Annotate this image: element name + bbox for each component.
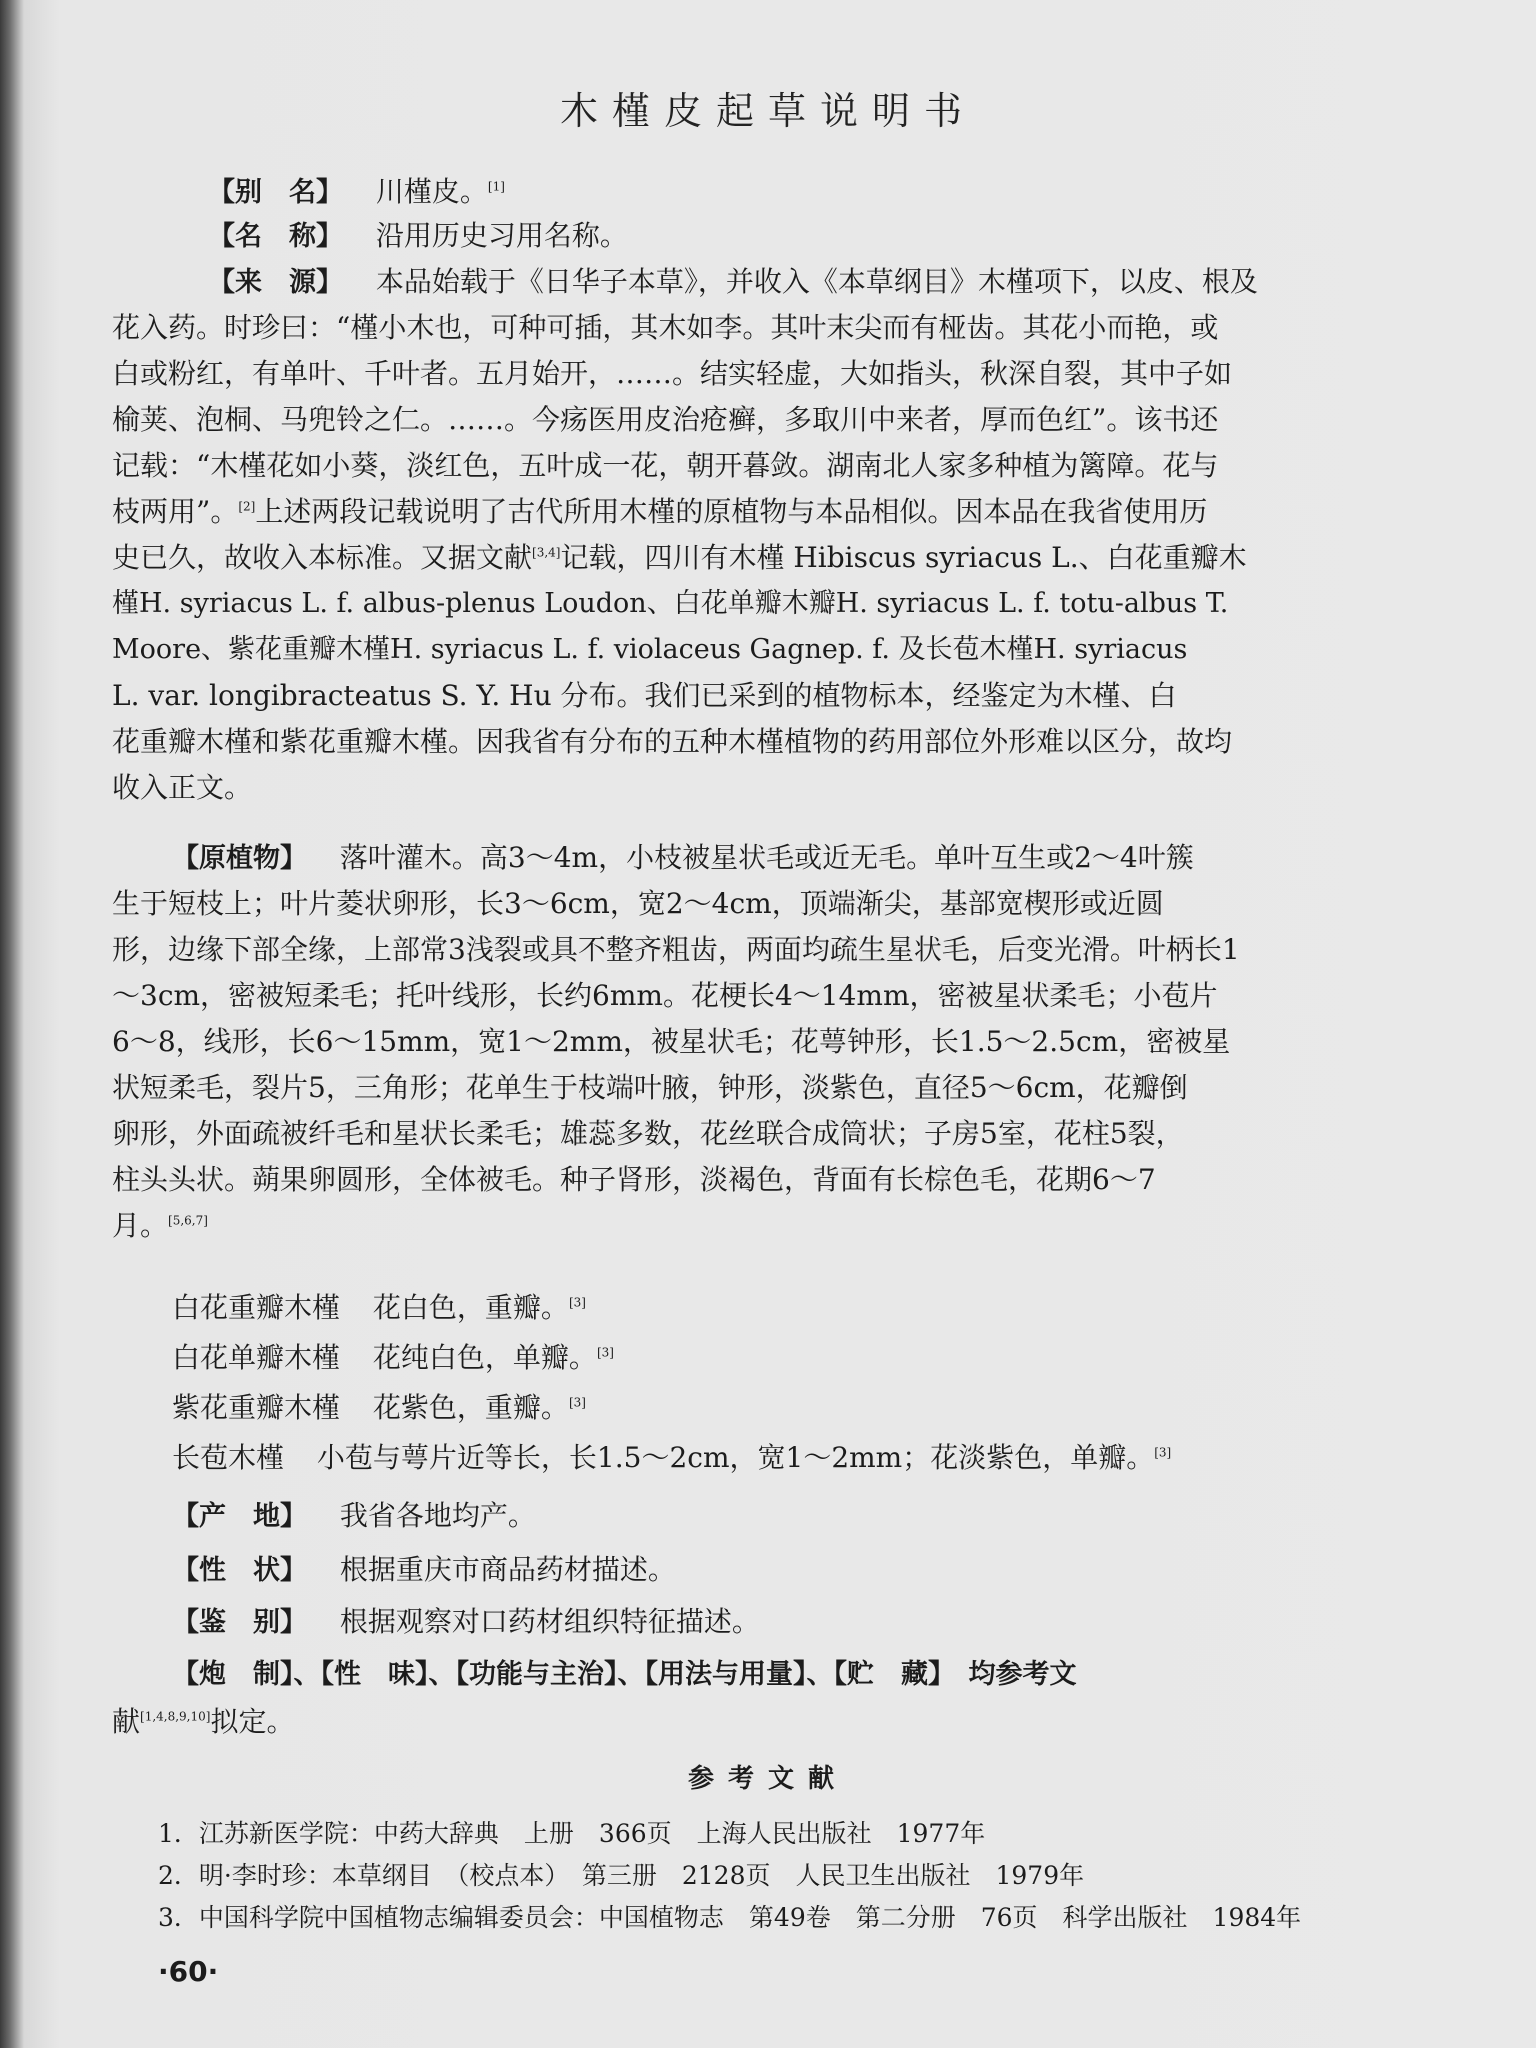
alias-row bbox=[208, 170, 505, 215]
variety-name: 紫花重瓣木槿 bbox=[172, 1391, 341, 1424]
plant-line: ～3cm，密被短柔毛；托叶线形，长约6mm。花梗长4～14mm，密被星状柔毛；小苞片 bbox=[112, 979, 1218, 1012]
variety-ref: [3] bbox=[1154, 1445, 1172, 1460]
source-line: 白或粉红，有单叶、千叶者。五月始开，……。结实轻虚，大如指头，秋深自裂，其中子如 bbox=[112, 357, 1233, 390]
processing-text: 拟定。 bbox=[210, 1705, 295, 1738]
name-row bbox=[208, 214, 628, 259]
plant-ref: [5,6,7] bbox=[168, 1213, 208, 1228]
source-row bbox=[208, 260, 1258, 305]
processing-row bbox=[172, 1652, 1077, 1697]
source-line: 槿H. syriacus L. f. albus-plenus Loudon、白花单瓣木瓣H. syriacus L. f. totu-albus T. bbox=[112, 588, 1229, 619]
plant-line: 状短柔毛，裂片5，三角形；花单生于枝端叶腋，钟形，淡紫色，直径5～6cm，花瓣倒 bbox=[112, 1071, 1188, 1104]
identify-row bbox=[172, 1600, 760, 1645]
plant-line: 生于短枝上；叶片菱状卵形，长3～6cm，宽2～4cm，顶端渐尖，基部宽楔形或近圆 bbox=[112, 887, 1164, 920]
variety-ref: [3] bbox=[568, 1395, 586, 1410]
alias-ref: [1] bbox=[487, 179, 505, 194]
origin-label: 【产 地】 bbox=[172, 1501, 307, 1532]
variety-row bbox=[172, 1286, 586, 1330]
plant-line: 柱头头状。蒴果卵圆形，全体被毛。种子肾形，淡褐色，背面有长棕色毛，花期6～7 bbox=[112, 1163, 1156, 1196]
variety-desc: 花白色，重瓣。 bbox=[372, 1291, 569, 1324]
traits-text: 根据重庆市商品药材描述。 bbox=[339, 1553, 676, 1586]
variety-name: 白花单瓣木槿 bbox=[172, 1341, 341, 1374]
processing-label: 【炮 制】、【性 味】、【功能与主治】、【用法与用量】、【贮 藏】 均参考文 bbox=[172, 1659, 1077, 1690]
variety-desc: 花紫色，重瓣。 bbox=[372, 1391, 569, 1424]
variety-ref: [3] bbox=[568, 1295, 586, 1310]
plant-line: 形，边缘下部全缘，上部常3浅裂或具不整齐粗齿，两面均疏生星状毛，后变光滑。叶柄长1 bbox=[112, 933, 1240, 966]
variety-name: 长苞木槿 bbox=[172, 1441, 285, 1474]
source-line: 史已久，故收入本标准。又据文献 bbox=[112, 541, 533, 574]
variety-row bbox=[172, 1436, 1171, 1480]
source-ref: [3,4] bbox=[532, 545, 561, 560]
source-ref: [2] bbox=[238, 499, 256, 514]
references-title: 参考文献 bbox=[687, 1764, 848, 1794]
identify-text: 根据观察对口药材组织特征描述。 bbox=[339, 1605, 760, 1638]
source-line: Moore、紫花重瓣木槿H. syriacus L. f. violaceus Gagnep. f. 及长苞木槿H. syriacus bbox=[112, 634, 1188, 665]
reference-item: 1．江苏新医学院：中药大辞典 上册 366页 上海人民出版社 1977年 bbox=[158, 1819, 986, 1848]
processing-text: 献 bbox=[112, 1705, 141, 1738]
name-text: 沿用历史习用名称。 bbox=[375, 219, 628, 252]
plant-line: 落叶灌木。高3～4m，小枝被星状毛或近无毛。单叶互生或2～4叶簇 bbox=[339, 841, 1194, 874]
variety-name: 白花重瓣木槿 bbox=[172, 1291, 341, 1324]
page-number: ·60· bbox=[158, 1955, 219, 1988]
reference-item: 3．中国科学院中国植物志编辑委员会：中国植物志 第49卷 第二分册 76页 科学出版社 1984年 bbox=[158, 1903, 1302, 1932]
source-label: 【来 源】 bbox=[208, 267, 343, 298]
source-line: 记载，四川有木槿 Hibiscus syriacus L.、白花重瓣木 bbox=[560, 541, 1247, 574]
variety-desc: 花纯白色，单瓣。 bbox=[372, 1341, 597, 1374]
plant-line: 6～8，线形，长6～15mm，宽1～2mm，被星状毛；花萼钟形，长1.5～2.5cm，密被星 bbox=[112, 1025, 1231, 1058]
source-line: L. var. longibracteatus S. Y. Hu 分布。我们已采到的植物标本，经鉴定为木槿、白 bbox=[112, 679, 1177, 712]
processing-row bbox=[112, 1700, 294, 1744]
traits-label: 【性 状】 bbox=[172, 1555, 307, 1586]
identify-label: 【鉴 别】 bbox=[172, 1607, 307, 1638]
reference-item: 2．明·李时珍：本草纲目 （校点本） 第三册 2128页 人民卫生出版社 1979年 bbox=[158, 1861, 1085, 1890]
source-line: 上述两段记载说明了古代所用木槿的原植物与本品相似。因本品在我省使用历 bbox=[255, 495, 1208, 528]
name-label: 【名 称】 bbox=[208, 221, 343, 252]
source-line bbox=[112, 536, 1247, 580]
source-line: 枝两用”。 bbox=[112, 495, 239, 528]
origin-text: 我省各地均产。 bbox=[339, 1499, 536, 1532]
source-line: 花入药。时珍曰：“槿小木也，可种可插，其木如李。其叶末尖而有桠齿。其花小而艳，或 bbox=[112, 311, 1219, 344]
plant-line bbox=[112, 1204, 208, 1248]
source-line: 榆荚、泡桐、马兜铃之仁。……。今疡医用皮治疮癣，多取川中来者，厚而色红”。该书还 bbox=[112, 403, 1219, 436]
source-line: 收入正文。 bbox=[112, 771, 253, 804]
processing-ref: [1,4,8,9,10] bbox=[140, 1709, 211, 1724]
variety-desc: 小苞与萼片近等长，长1.5～2cm，宽1～2mm；花淡紫色，单瓣。 bbox=[316, 1441, 1155, 1474]
plant-row bbox=[172, 836, 1194, 881]
source-line: 记载：“木槿花如小葵，淡红色，五叶成一花，朝开暮敛。湖南北人家多种植为篱障。花与 bbox=[112, 449, 1219, 482]
variety-row bbox=[172, 1386, 586, 1430]
alias-label: 【别 名】 bbox=[208, 177, 343, 208]
plant-label: 【原植物】 bbox=[172, 843, 307, 874]
variety-ref: [3] bbox=[596, 1345, 614, 1360]
source-line bbox=[112, 490, 1207, 534]
page-title: 木槿皮起草说明书 bbox=[559, 89, 976, 133]
source-line: 花重瓣木槿和紫花重瓣木槿。因我省有分布的五种木槿植物的药用部位外形难以区分，故均 bbox=[112, 725, 1233, 758]
variety-row bbox=[172, 1336, 614, 1380]
plant-line: 卵形，外面疏被纤毛和星状长柔毛；雄蕊多数，花丝联合成筒状；子房5室，花柱5裂， bbox=[112, 1117, 1184, 1150]
origin-row bbox=[172, 1494, 536, 1539]
plant-line: 月。 bbox=[112, 1209, 169, 1242]
traits-row bbox=[172, 1548, 676, 1593]
source-line: 本品始载于《日华子本草》，并收入《本草纲目》木槿项下，以皮、根及 bbox=[375, 265, 1258, 298]
alias-text: 川槿皮。 bbox=[375, 175, 488, 208]
